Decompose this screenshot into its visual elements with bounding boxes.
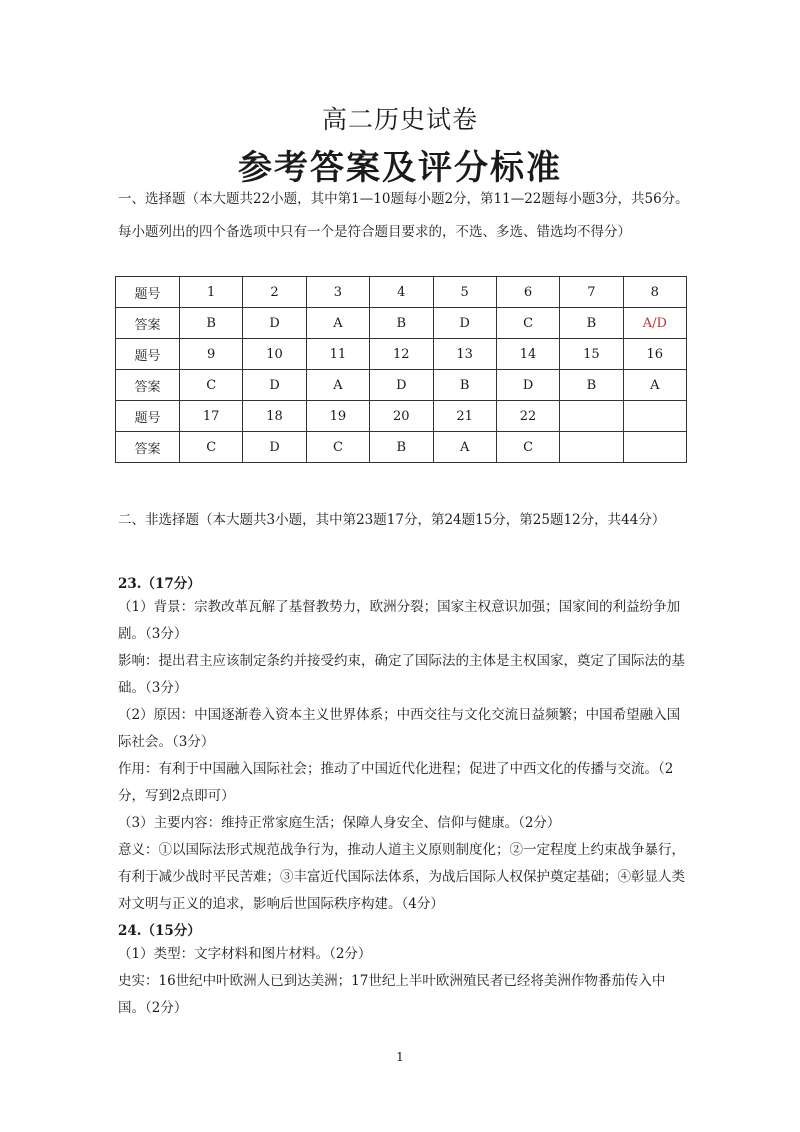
- table-row-label: 答案: [116, 370, 180, 401]
- table-cell: B: [370, 308, 433, 339]
- table-cell: 20: [370, 401, 433, 432]
- page-number: 1: [396, 1050, 404, 1064]
- table-row-answers: [116, 370, 687, 401]
- table-cell: A: [623, 370, 686, 401]
- table-row-question-numbers: [116, 401, 687, 432]
- table-cell: 19: [306, 401, 369, 432]
- table-cell: D: [243, 370, 306, 401]
- table-cell: 18: [243, 401, 306, 432]
- table-cell: 11: [306, 339, 369, 370]
- table-cell: 10: [243, 339, 306, 370]
- table-cell: C: [496, 308, 559, 339]
- table-cell: 14: [496, 339, 559, 370]
- table-cell: A: [433, 432, 496, 463]
- table-cell: 15: [560, 339, 623, 370]
- table-cell: 5: [433, 277, 496, 308]
- table-cell: 7: [560, 277, 623, 308]
- table-row-label: 答案: [116, 432, 180, 463]
- table-cell: C: [180, 370, 243, 401]
- table-cell: A: [306, 370, 369, 401]
- q23-part3-content: （3）主要内容：维持正常家庭生活；保障人身安全、信仰与健康。（2分）: [118, 815, 561, 831]
- table-cell: A/D: [623, 308, 686, 339]
- table-cell: [623, 432, 686, 463]
- table-cell: 22: [496, 401, 559, 432]
- table-cell: [623, 401, 686, 432]
- table-cell: B: [433, 370, 496, 401]
- table-row-question-numbers: [116, 277, 687, 308]
- q23-part1-background: （1）背景：宗教改革瓦解了基督教势力，欧洲分裂；国家主权意识加强；国家间的利益纷争加剧。（3分）: [118, 599, 681, 642]
- table-cell: C: [496, 432, 559, 463]
- table-cell: 1: [180, 277, 243, 308]
- table-cell: 8: [623, 277, 686, 308]
- table-cell: 4: [370, 277, 433, 308]
- table-cell: 13: [433, 339, 496, 370]
- table-cell: [560, 401, 623, 432]
- q23-part1-impact: 影响：提出君主应该制定条约并接受约束，确定了国际法的主体是主权国家，奠定了国际法的基础。（3分）: [118, 653, 685, 696]
- table-cell: 9: [180, 339, 243, 370]
- table-row-label: 题号: [116, 401, 180, 432]
- exam-title: 参考答案及评分标准: [238, 148, 562, 188]
- q23-heading: 23.（17分）: [118, 576, 201, 592]
- table-cell: B: [560, 308, 623, 339]
- table-cell: D: [370, 370, 433, 401]
- table-cell: 21: [433, 401, 496, 432]
- q24-heading: 24.（15分）: [118, 923, 201, 939]
- table-row-answers: [116, 432, 687, 463]
- table-cell: B: [370, 432, 433, 463]
- table-row-answers: [116, 308, 687, 339]
- table-row-question-numbers: [116, 339, 687, 370]
- q23-part2-effect: 作用：有利于中国融入国际社会；推动了中国近代化进程；促进了中西文化的传播与交流。（2分，写到2点即可）: [118, 761, 674, 804]
- table-row-label: 题号: [116, 277, 180, 308]
- table-cell: D: [496, 370, 559, 401]
- table-cell: 17: [180, 401, 243, 432]
- q24-part1-type: （1）类型：文字材料和图片材料。（2分）: [118, 946, 372, 962]
- table-cell: 12: [370, 339, 433, 370]
- section1-heading: 一、选择题（本大题共22小题，其中第1—10题每小题2分，第11—22题每小题3分，共56分。每小题列出的四个备选项中只有一个是符合题目要求的，不选、多选、错选均不得分）: [118, 191, 689, 240]
- table-cell: D: [243, 308, 306, 339]
- q23-part3-significance: 意义：①以国际法形式规范战争行为，推动人道主义原则制度化；②一定程度上约束战争暴行，有利于减少战时平民苦难；③丰富近代国际法体系，为战后国际人权保护奠定基础；④彰显人类对文明与正义的追求，影响后世国际秩序构建。（4分）: [118, 842, 685, 912]
- table-row-label: 答案: [116, 308, 180, 339]
- section2-heading: 二、非选择题（本大题共3小题，其中第23题17分，第24题15分，第25题12分，共44分）: [118, 512, 666, 528]
- table-cell: 6: [496, 277, 559, 308]
- table-row-label: 题号: [116, 339, 180, 370]
- table-cell: [560, 432, 623, 463]
- answer-table: [115, 276, 687, 463]
- table-cell: D: [433, 308, 496, 339]
- table-cell: D: [243, 432, 306, 463]
- table-cell: 16: [623, 339, 686, 370]
- table-cell: B: [560, 370, 623, 401]
- table-cell: C: [306, 432, 369, 463]
- table-cell: 2: [243, 277, 306, 308]
- q24-part1-facts: 史实：16世纪中叶欧洲人已到达美洲；17世纪上半叶欧洲殖民者已经将美洲作物番茄传入中国。（2分）: [118, 973, 666, 1016]
- table-cell: C: [180, 432, 243, 463]
- table-cell: A: [306, 308, 369, 339]
- q23-part2-reason: （2）原因：中国逐渐卷入资本主义世界体系；中西交往与文化交流日益频繁；中国希望融入国际社会。（3分）: [118, 707, 681, 750]
- table-cell: 3: [306, 277, 369, 308]
- exam-subtitle: 高二历史试卷: [321, 105, 478, 134]
- table-cell: B: [180, 308, 243, 339]
